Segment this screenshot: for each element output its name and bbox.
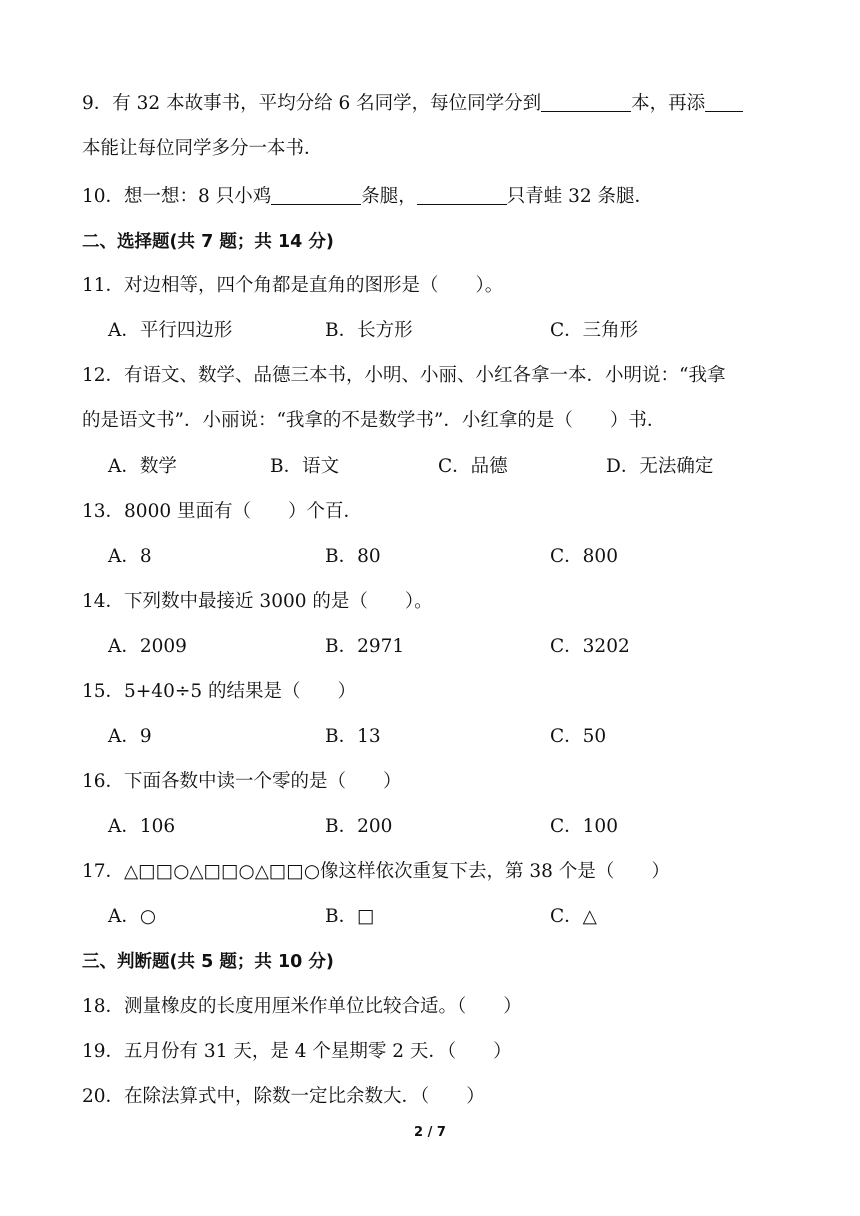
question-18: 18．测量橡皮的长度用厘米作单位比较合适。（ ） — [82, 996, 522, 1017]
question-12-line-2: 的是语文书”．小丽说：“我拿的不是数学书”．小红拿的是（ ）书． — [82, 410, 666, 431]
question-20: 20．在除法算式中，除数一定比余数大．（ ） — [82, 1086, 485, 1107]
option-b: B．80 — [325, 546, 381, 567]
question-9-line-1 — [82, 92, 743, 116]
answer-blank — [417, 186, 507, 205]
page-number: 2 / 7 — [414, 1125, 446, 1140]
question-19: 19．五月份有 31 天，是 4 个星期零 2 天．（ ） — [82, 1041, 512, 1062]
option-c: C．50 — [550, 726, 607, 747]
question-13: 13．8000 里面有（ ）个百． — [82, 501, 363, 522]
question-10 — [82, 185, 653, 209]
option-a: A．106 — [108, 816, 176, 837]
question-9-line-2 — [82, 137, 323, 161]
option-b: B．语文 — [270, 456, 340, 477]
option-a: A．数学 — [108, 456, 177, 477]
option-c: C．100 — [550, 816, 618, 837]
option-c: C．三角形 — [550, 320, 639, 341]
option-c: C．800 — [550, 546, 618, 567]
section-heading-choice: 二、选择题(共 7 题；共 14 分) — [82, 232, 334, 252]
option-a: A．8 — [108, 546, 152, 567]
option-c: C．品德 — [438, 456, 508, 477]
option-b: B．长方形 — [325, 320, 413, 341]
option-c: C．3202 — [550, 636, 630, 657]
question-11: 11．对边相等，四个角都是直角的图形是（ ）。 — [82, 275, 504, 296]
option-b: B．2971 — [325, 636, 405, 657]
option-d: D．无法确定 — [606, 456, 714, 477]
option-b: B．200 — [325, 816, 393, 837]
answer-blank — [541, 93, 631, 112]
option-a: A．○ — [108, 906, 157, 927]
option-b: B．□ — [325, 906, 375, 927]
option-c: C．△ — [550, 906, 597, 927]
question-10-text-2: 条腿， — [361, 186, 417, 207]
question-15: 15．5+40÷5 的结果是（ ） — [82, 681, 357, 702]
option-b: B．13 — [325, 726, 381, 747]
question-10-text: 10．想一想：8 只小鸡 — [82, 186, 272, 207]
option-a: A．2009 — [108, 636, 187, 657]
question-12-line-1: 12．有语文、数学、品德三本书，小明、小丽、小红各拿一本．小明说：“我拿 — [82, 365, 726, 386]
option-a: A．9 — [108, 726, 152, 747]
question-10-text-3: 只青蛙 32 条腿． — [506, 186, 654, 207]
answer-blank — [271, 186, 361, 205]
question-9-text: 9．有 32 本故事书，平均分给 6 名同学，每位同学分到 — [82, 93, 542, 114]
answer-blank — [705, 93, 743, 112]
question-17: 17．△□□○△□□○△□□○像这样依次重复下去，第 38 个是（ ） — [82, 861, 670, 882]
question-14: 14．下列数中最接近 3000 的是（ ）。 — [82, 591, 433, 612]
question-9-text-3: 本能让每位同学多分一本书． — [82, 138, 323, 159]
section-heading-judgment: 三、判断题(共 5 题；共 10 分) — [82, 952, 334, 972]
question-9-text-2: 本，再添 — [631, 93, 706, 114]
question-16: 16．下面各数中读一个零的是（ ） — [82, 771, 402, 792]
option-a: A．平行四边形 — [108, 320, 233, 341]
